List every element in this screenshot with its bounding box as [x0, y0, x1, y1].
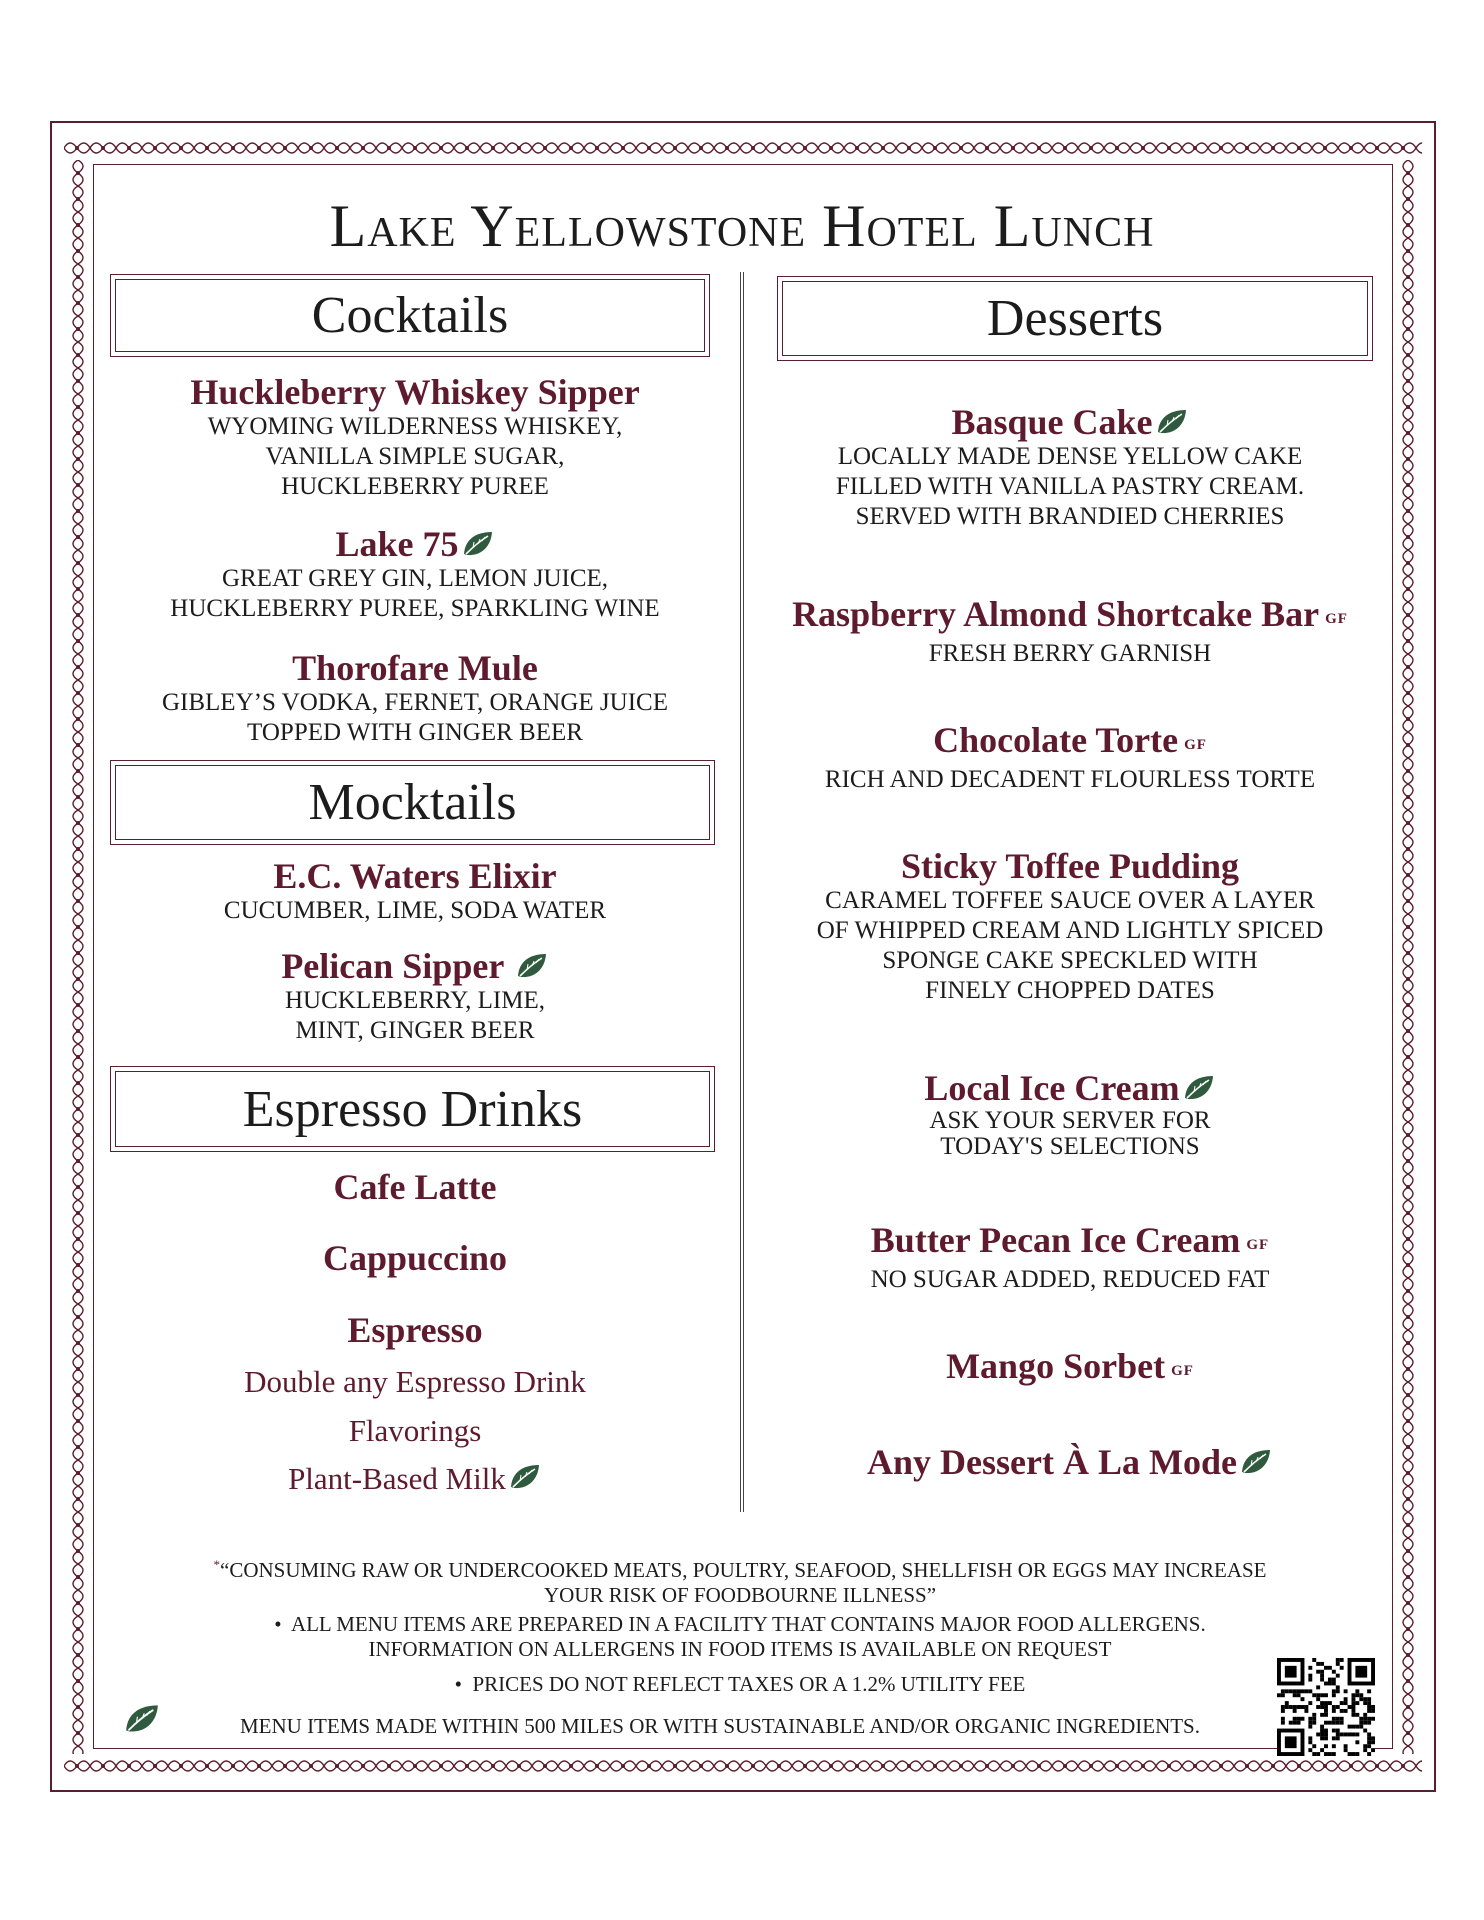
leaf-icon: [1239, 1447, 1273, 1477]
section-heading-mocktails: [110, 760, 715, 845]
item-desc-line: CUCUMBER, LIME, SODA WATER: [223, 897, 607, 924]
item-name: Any Dessert À La Mode: [867, 1442, 1237, 1482]
menu-item-any-dessert-a-la-mode: [770, 1442, 1370, 1482]
item-desc-line: SPONGE CAKE SPECKLED WITH: [882, 947, 1258, 974]
item-name: Plant-Based Milk: [288, 1461, 506, 1496]
item-name: Raspberry Almond Shortcake Bar: [792, 594, 1320, 634]
leaf-icon: [461, 529, 495, 559]
item-desc-line: HUCKLEBERRY PUREE, SPARKLING WINE: [170, 595, 660, 622]
item-name: Lake 75: [335, 524, 459, 564]
item-desc-line: HUCKLEBERRY PUREE: [281, 473, 549, 500]
item-desc-line: NO SUGAR ADDED, REDUCED FAT: [870, 1266, 1270, 1293]
item-desc-line: TODAY'S SELECTIONS: [940, 1133, 1200, 1160]
price-notice: [140, 1672, 1340, 1697]
mocktails-heading: Mocktails: [308, 774, 517, 831]
item-desc-line: RICH AND DECADENT FLOURLESS TORTE: [824, 766, 1316, 793]
bullet: •: [454, 1672, 462, 1696]
item-name: Huckleberry Whiskey Sipper: [190, 372, 640, 412]
item-name: Butter Pecan Ice Cream: [870, 1220, 1241, 1260]
menu-item-double-espresso: Double any Espresso Drink: [244, 1364, 586, 1399]
item-name: Chocolate Torte: [933, 720, 1179, 760]
column-divider: [740, 272, 744, 1512]
item-desc-line: VANILLA SIMPLE SUGAR,: [265, 443, 565, 470]
espresso-heading: Espresso Drinks: [242, 1080, 583, 1138]
gf-tag: GF: [1246, 1237, 1270, 1253]
item-desc-line: FINELY CHOPPED DATES: [925, 977, 1215, 1004]
item-desc-line: GREAT GREY GIN, LEMON JUICE,: [221, 565, 609, 592]
gf-tag: GF: [1325, 611, 1348, 627]
item-desc-line: OF WHIPPED CREAM AND LIGHTLY SPICED: [816, 917, 1324, 944]
bullet: •: [274, 1612, 282, 1636]
allergen-line: ALL MENU ITEMS ARE PREPARED IN A FACILITY THAT CONTAINS MAJOR FOOD ALLERGENS.: [290, 1612, 1206, 1636]
item-name: Local Ice Cream: [924, 1068, 1180, 1108]
raw-warning-line: “CONSUMING RAW OR UNDERCOOKED MEATS, POULTRY, SEAFOOD, SHELLFISH OR EGGS MAY INCREASE: [220, 1558, 1267, 1582]
item-desc-line: WYOMING WILDERNESS WHISKEY,: [207, 413, 623, 440]
price-line: PRICES DO NOT REFLECT TAXES OR A 1.2% UTILITY FEE: [472, 1672, 1026, 1696]
item-desc-line: SERVED WITH BRANDIED CHERRIES: [855, 503, 1285, 530]
menu-item-butter-pecan-ice-cream: [770, 1220, 1370, 1295]
item-name: E.C. Waters Elixir: [273, 856, 557, 896]
item-desc-line: FILLED WITH VANILLA PASTRY CREAM.: [835, 473, 1305, 500]
item-desc-line: ASK YOUR SERVER FOR: [929, 1107, 1211, 1134]
menu-item-sticky-toffee-pudding: [770, 846, 1370, 1006]
menu-item-plant-based-milk: [110, 1461, 720, 1497]
raw-food-warning: [140, 1552, 1340, 1608]
cocktails-heading: Cocktails: [311, 287, 509, 344]
ornament-border-right: [1394, 160, 1422, 1754]
menu-item-cappuccino: Cappuccino: [322, 1238, 508, 1278]
item-desc-line: MINT, GINGER BEER: [295, 1017, 535, 1044]
menu-item-espresso: Espresso: [347, 1310, 483, 1350]
item-desc-line: HUCKLEBERRY, LIME,: [285, 987, 545, 1014]
allergen-line: INFORMATION ON ALLERGENS IN FOOD ITEMS IS AVAILABLE ON REQUEST: [368, 1637, 1112, 1661]
item-name: Mango Sorbet: [946, 1346, 1166, 1386]
leaf-icon: [508, 1462, 542, 1492]
item-name: Thorofare Mule: [292, 648, 538, 688]
page-title: Lake Yellowstone Hotel Lunch: [329, 193, 1155, 259]
menu-item-thorofare-mule: [110, 648, 720, 748]
item-desc-line: FRESH BERRY GARNISH: [928, 640, 1212, 667]
menu-item-local-ice-cream: [770, 1068, 1370, 1160]
item-desc-line: LOCALLY MADE DENSE YELLOW CAKE: [837, 443, 1303, 470]
leaf-icon: [122, 1702, 162, 1736]
section-heading-desserts: [777, 276, 1373, 361]
leaf-icon: [1155, 407, 1189, 437]
menu-item-pelican-sipper: [110, 946, 720, 1046]
menu-item-huckleberry-whiskey-sipper: [110, 372, 720, 502]
allergen-notice: [140, 1612, 1340, 1662]
gf-tag: GF: [1171, 1363, 1194, 1379]
menu-item-cafe-latte: Cafe Latte: [333, 1167, 497, 1207]
ornament-border-left: [64, 160, 92, 1754]
leaf-icon: [515, 951, 549, 981]
menu-item-basque-cake: [770, 402, 1370, 532]
item-name: Basque Cake: [951, 402, 1153, 442]
menu-item-lake-75: [110, 524, 720, 624]
menu-item-flavorings: Flavorings: [348, 1413, 482, 1448]
menu-item-raspberry-almond-shortcake-bar: [770, 594, 1370, 669]
item-desc-line: TOPPED WITH GINGER BEER: [247, 719, 583, 746]
leaf-icon: [1182, 1073, 1216, 1103]
raw-warning-line: YOUR RISK OF FOODBOURNE ILLNESS”: [543, 1583, 937, 1607]
desserts-heading: Desserts: [986, 290, 1164, 347]
local-ingredients-notice: MENU ITEMS MADE WITHIN 500 MILES OR WITH SUSTAINABLE AND/OR ORGANIC INGREDIENTS.: [239, 1714, 1200, 1738]
section-heading-espresso: [110, 1066, 715, 1152]
qr-code-icon[interactable]: [1277, 1658, 1375, 1756]
menu-item-ec-waters-elixir: [110, 856, 720, 926]
asterisk: *: [213, 1557, 220, 1572]
item-desc-line: GIBLEY’S VODKA, FERNET, ORANGE JUICE: [161, 689, 668, 716]
item-name: Sticky Toffee Pudding: [900, 846, 1240, 886]
gf-tag: GF: [1184, 737, 1207, 753]
item-name: Pelican Sipper: [281, 946, 504, 986]
menu-item-mango-sorbet: [770, 1346, 1370, 1391]
item-desc-line: CARAMEL TOFFEE SAUCE OVER A LAYER: [825, 887, 1315, 914]
menu-item-chocolate-torte: [770, 720, 1370, 795]
